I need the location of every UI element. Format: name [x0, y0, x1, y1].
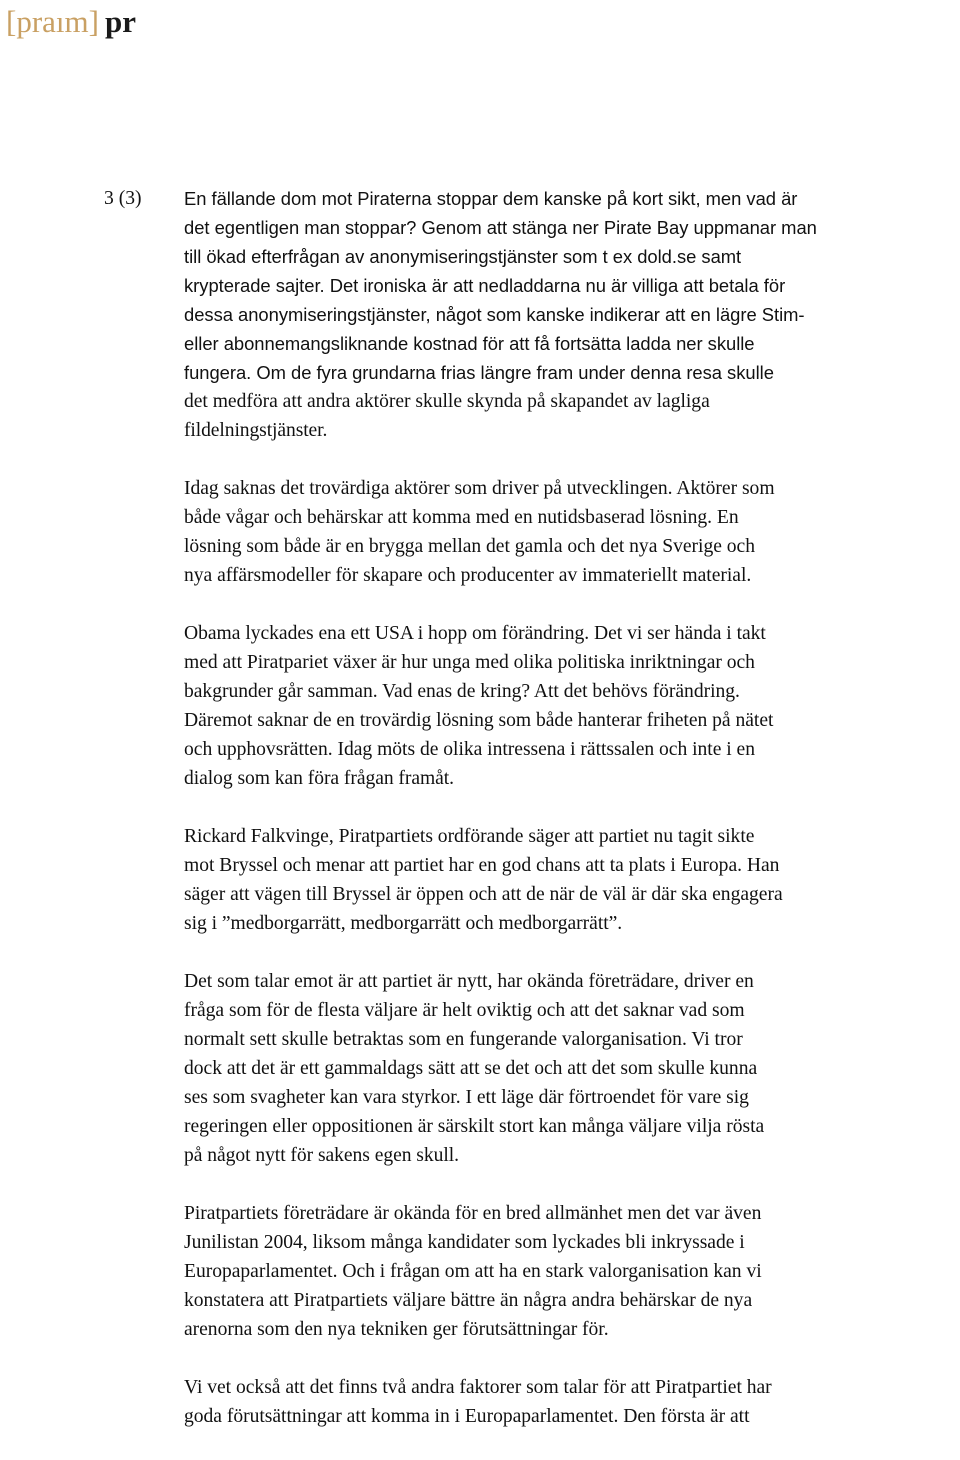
text-line: Däremot saknar de en trovärdig lösning som både hanterar friheten på nätet: [184, 710, 774, 731]
logo-text-prefix: [pra: [6, 4, 56, 39]
text-line: goda förutsättningar att komma in i Europaparlamentet. Den första är att: [184, 1406, 750, 1427]
text-line: arenorna som den nya tekniken ger förutsättningar för.: [184, 1319, 609, 1340]
text-line: Rickard Falkvinge, Piratpartiets ordförande säger att partiet nu tagit sikte: [184, 826, 755, 847]
text-line: både vågar och behärskar att komma med en nutidsbaserad lösning. En: [184, 507, 739, 528]
page-number: 3 (3): [104, 188, 142, 209]
document-body: [184, 184, 960, 1460]
paragraph: [184, 184, 960, 445]
paragraph: [184, 619, 960, 793]
paragraph: [184, 967, 960, 1170]
logo-text-mark: ı: [55, 4, 65, 39]
paragraph: [184, 1199, 960, 1344]
text-line: dock att det är ett gammaldags sätt att se det och att det som skulle kunna: [184, 1058, 758, 1079]
text-line: En fällande dom mot Piraterna stoppar dem kanske på kort sikt, men vad är: [184, 188, 798, 209]
text-line: mot Bryssel och menar att partiet har en god chans att ta plats i Europa. Han: [184, 855, 780, 876]
text-line: på något nytt för sakens egen skull.: [184, 1145, 459, 1166]
text-line: regeringen eller oppositionen är särskilt stort kan många väljare vilja rösta: [184, 1116, 765, 1137]
text-line: till ökad efterfrågan av anonymiseringstjänster som t ex dold.se samt: [184, 246, 742, 267]
text-line: sig i ”medborgarrätt, medborgarrätt och medborgarrätt”.: [184, 913, 623, 934]
text-line: Europaparlamentet. Och i frågan om att ha en stark valorganisation kan vi: [184, 1261, 762, 1282]
text-line: det egentligen man stoppar? Genom att stänga ner Pirate Bay uppmanar man: [184, 217, 817, 238]
text-line: och upphovsrätten. Idag möts de olika intressena i rättssalen och inte i en: [184, 739, 755, 760]
logo-text-pr: pr: [104, 4, 136, 39]
text-line: dialog som kan föra frågan framåt.: [184, 768, 455, 789]
text-line: Junilistan 2004, liksom många kandidater som lyckades bli inkryssade i: [184, 1232, 745, 1253]
paragraph: [184, 474, 960, 590]
text-line: Piratpartiets företrädare är okända för en bred allmänhet men det var även: [184, 1203, 762, 1224]
text-line: fråga som för de flesta väljare är helt oviktig och att det saknar vad som: [184, 1000, 745, 1021]
text-line: Vi vet också att det finns två andra faktorer som talar för att Piratpartiet har: [184, 1377, 772, 1398]
text-line: med att Piratpariet växer är hur unga med olika politiska inriktningar och: [184, 652, 755, 673]
paragraph: [184, 1373, 960, 1431]
text-line: normalt sett skulle betraktas som en fungerande valorganisation. Vi tror: [184, 1029, 743, 1050]
logo-text-suffix: m]: [64, 4, 99, 39]
text-line: konstatera att Piratpartiets väljare bättre än några andra behärskar de nya: [184, 1290, 753, 1311]
text-line: fildelningstjänster.: [184, 420, 328, 441]
text-line: fungera. Om de fyra grundarna frias längre fram under denna resa skulle: [184, 362, 774, 383]
text-line: Det som talar emot är att partiet är nytt, har okända företrädare, driver en: [184, 971, 754, 992]
text-line: Idag saknas det trovärdiga aktörer som driver på utvecklingen. Aktörer som: [184, 478, 775, 499]
text-line: lösning som både är en brygga mellan det gamla och det nya Sverige och: [184, 536, 755, 557]
text-line: det medföra att andra aktörer skulle skynda på skapandet av lagliga: [184, 391, 710, 412]
paragraph: [184, 822, 960, 938]
text-line: Obama lyckades ena ett USA i hopp om förändring. Det vi ser hända i takt: [184, 623, 766, 644]
text-line: krypterade sajter. Det ironiska är att nedladdarna nu är villiga att betala för: [184, 275, 786, 296]
text-line: säger att vägen till Bryssel är öppen och att de när de väl är där ska engagera: [184, 884, 783, 905]
text-line: bakgrunder går samman. Vad enas de kring? Att det behövs förändring.: [184, 681, 740, 702]
text-line: nya affärsmodeller för skapare och producenter av immateriellt material.: [184, 565, 752, 586]
text-line: eller abonnemangsliknande kostnad för att få fortsätta ladda ner skulle: [184, 333, 755, 354]
text-line: dessa anonymiseringstjänster, något som kanske indikerar att en lägre Stim-: [184, 304, 805, 325]
company-logo: [6, 2, 136, 42]
text-line: ses som svagheter kan vara styrkor. I ett läge där förtroendet för vare sig: [184, 1087, 749, 1108]
